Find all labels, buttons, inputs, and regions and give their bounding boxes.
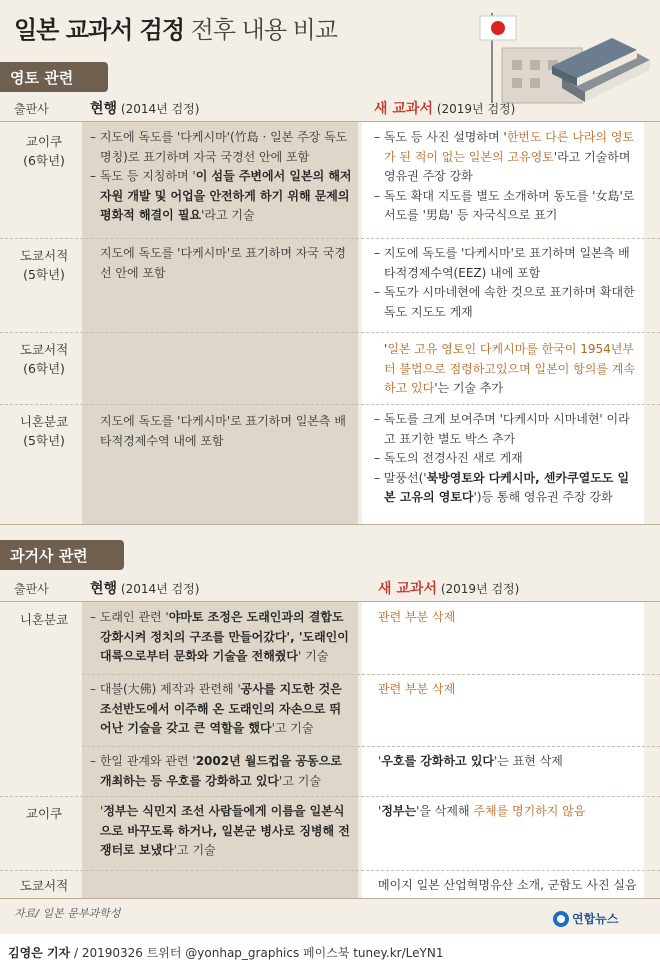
- territory-publisher: 교이쿠 (6학년): [23, 134, 65, 168]
- history-current-cell: – 대불(大佛) 제작과 관련해 '공사를 지도한 것은 조선반도에서 이주해 온 도래인의 자손으로 뛰어난 기술을 갖고 큰 역할을 했다'고 기술: [90, 682, 342, 735]
- history-current-cell: '정부는 식민지 조선 사람들에게 이름을 일본식으로 바꾸도록 하거나, 일본군 병사로 징병해 전쟁터로 보냈다'고 기술: [100, 804, 350, 857]
- title-bold: 일본 교과서 검정: [14, 16, 184, 44]
- footer: [0, 934, 660, 970]
- history-new-cell: 메이지 일본 산업혁명유산 소개, 군함도 사진 실음: [378, 878, 637, 892]
- territory-col-current: 현행 (2014년 검정): [90, 101, 200, 117]
- row-divider: [0, 238, 660, 239]
- history-col-publisher: 출판사: [14, 582, 49, 596]
- row-divider: [0, 404, 660, 405]
- history-publisher: 니혼분쿄: [19, 612, 69, 627]
- territory-new-cell: – 지도에 독도를 '다케시마'로 표기하며 일본측 배타적경제수역(EEZ) 내에 포함 – 독도가 시마네현에 속한 것으로 표기하며 확대한 독도 지도도 게재: [374, 246, 635, 319]
- source-note: 자료/ 일본 문부과학성: [14, 907, 121, 920]
- row-divider: [82, 746, 660, 747]
- history-publisher: 교이쿠: [25, 806, 63, 821]
- history-current-cell: – 도래인 관련 '야마토 조정은 도래인과의 결합도 강화시켜 정치의 구조를 만들어갔다', '도래인이 대륙으로부터 문화와 기술을 전해줬다' 기술: [90, 610, 349, 663]
- territory-new-cell: – 독도 등 사진 설명하며 '한번도 다른 나라의 영토가 된 적이 없는 일본의 고유영토'라고 기술하며 영유권 주장 강화 – 독도 확대 지도를 별도 소개하며 동도를 '女島'로 서도를 '男島' 등 자국식으로 표기: [374, 130, 635, 222]
- territory-current-cell: – 지도에 독도를 '다케시마'(竹島 · 일본 주장 독도 명칭)로 표기하며 자국 국경선 안에 포함 – 독도 등 지칭하며 '이 섬들 주변에서 일본의 해저 자원 개발 및 어업을 안전하게 하기 위해 문제의 평화적 해결이 필요'라고 기술: [90, 130, 352, 222]
- history-new-cell: '우호를 강화하고 있다'는 표현 삭제: [378, 754, 563, 768]
- footer-credit: [8, 944, 443, 961]
- yonhap-logo-icon: [553, 911, 569, 927]
- territory-publisher: 니혼분쿄 (5학년): [19, 414, 69, 448]
- yonhap-logo: 연합뉴스: [553, 910, 618, 927]
- history-new-cell: 관련 부분 삭제: [378, 682, 456, 696]
- section-heading-history: 과거사 관련: [0, 540, 124, 570]
- history-col-new: 새 교과서 (2019년 검정): [378, 581, 520, 597]
- divider: [0, 898, 660, 899]
- history-new-cell: 관련 부분 삭제: [378, 610, 456, 624]
- history-col-current: 현행 (2014년 검정): [90, 581, 200, 597]
- territory-col-publisher: 출판사: [14, 102, 49, 116]
- row-divider: [0, 796, 660, 797]
- divider: [0, 524, 660, 525]
- title-light: 전후 내용 비교: [190, 16, 338, 44]
- territory-publisher: 도쿄서적 (5학년): [19, 248, 69, 282]
- section-heading-territory: 영토 관련: [0, 62, 108, 92]
- history-publisher: 도쿄서적: [19, 878, 69, 893]
- history-current-cell: – 한일 관계와 관련 '2002년 월드컵을 공동으로 개최하는 등 우호를 강화하고 있다'고 기술: [90, 754, 342, 788]
- row-divider: [0, 332, 660, 333]
- row-divider: [0, 870, 660, 871]
- row-divider: [82, 674, 660, 675]
- divider: [0, 601, 660, 602]
- territory-new-cell: – 독도를 크게 보여주며 '다케시마 시마네현' 이라고 표기한 별도 박스 추가 – 독도의 전경사진 새로 게재 – 말풍선('북방영토와 다케시마, 센카쿠열도도 일본 고유의 영토다')등 통해 영유권 주장 강화: [374, 412, 630, 504]
- territory-new-cell: '일본 고유 영토인 다케시마를 한국이 1954년부터 불법으로 점령하고있으며 일본이 항의를 계속하고 있다'는 기술 추가: [384, 342, 635, 395]
- footer-rest: / 20190326 트위터 @yonhap_graphics 페이스북 tuney.kr/LeYN1: [70, 946, 444, 960]
- page-title: [14, 10, 337, 45]
- footer-author: 김영은 기자: [8, 946, 71, 960]
- history-new-cell: '정부는'을 삭제해 주체를 명기하지 않음: [378, 804, 586, 818]
- divider: [0, 121, 660, 122]
- history-new-column-bg: [362, 602, 644, 898]
- territory-publisher: 도쿄서적 (6학년): [19, 342, 69, 376]
- territory-current-cell: 지도에 독도를 '다케시마'로 표기하며 일본측 배타적경제수역 내에 포함: [100, 414, 346, 448]
- territory-col-new: 새 교과서 (2019년 검정): [374, 101, 516, 117]
- territory-current-cell: 지도에 독도를 '다케시마'로 표기하며 자국 국경선 안에 포함: [100, 246, 346, 280]
